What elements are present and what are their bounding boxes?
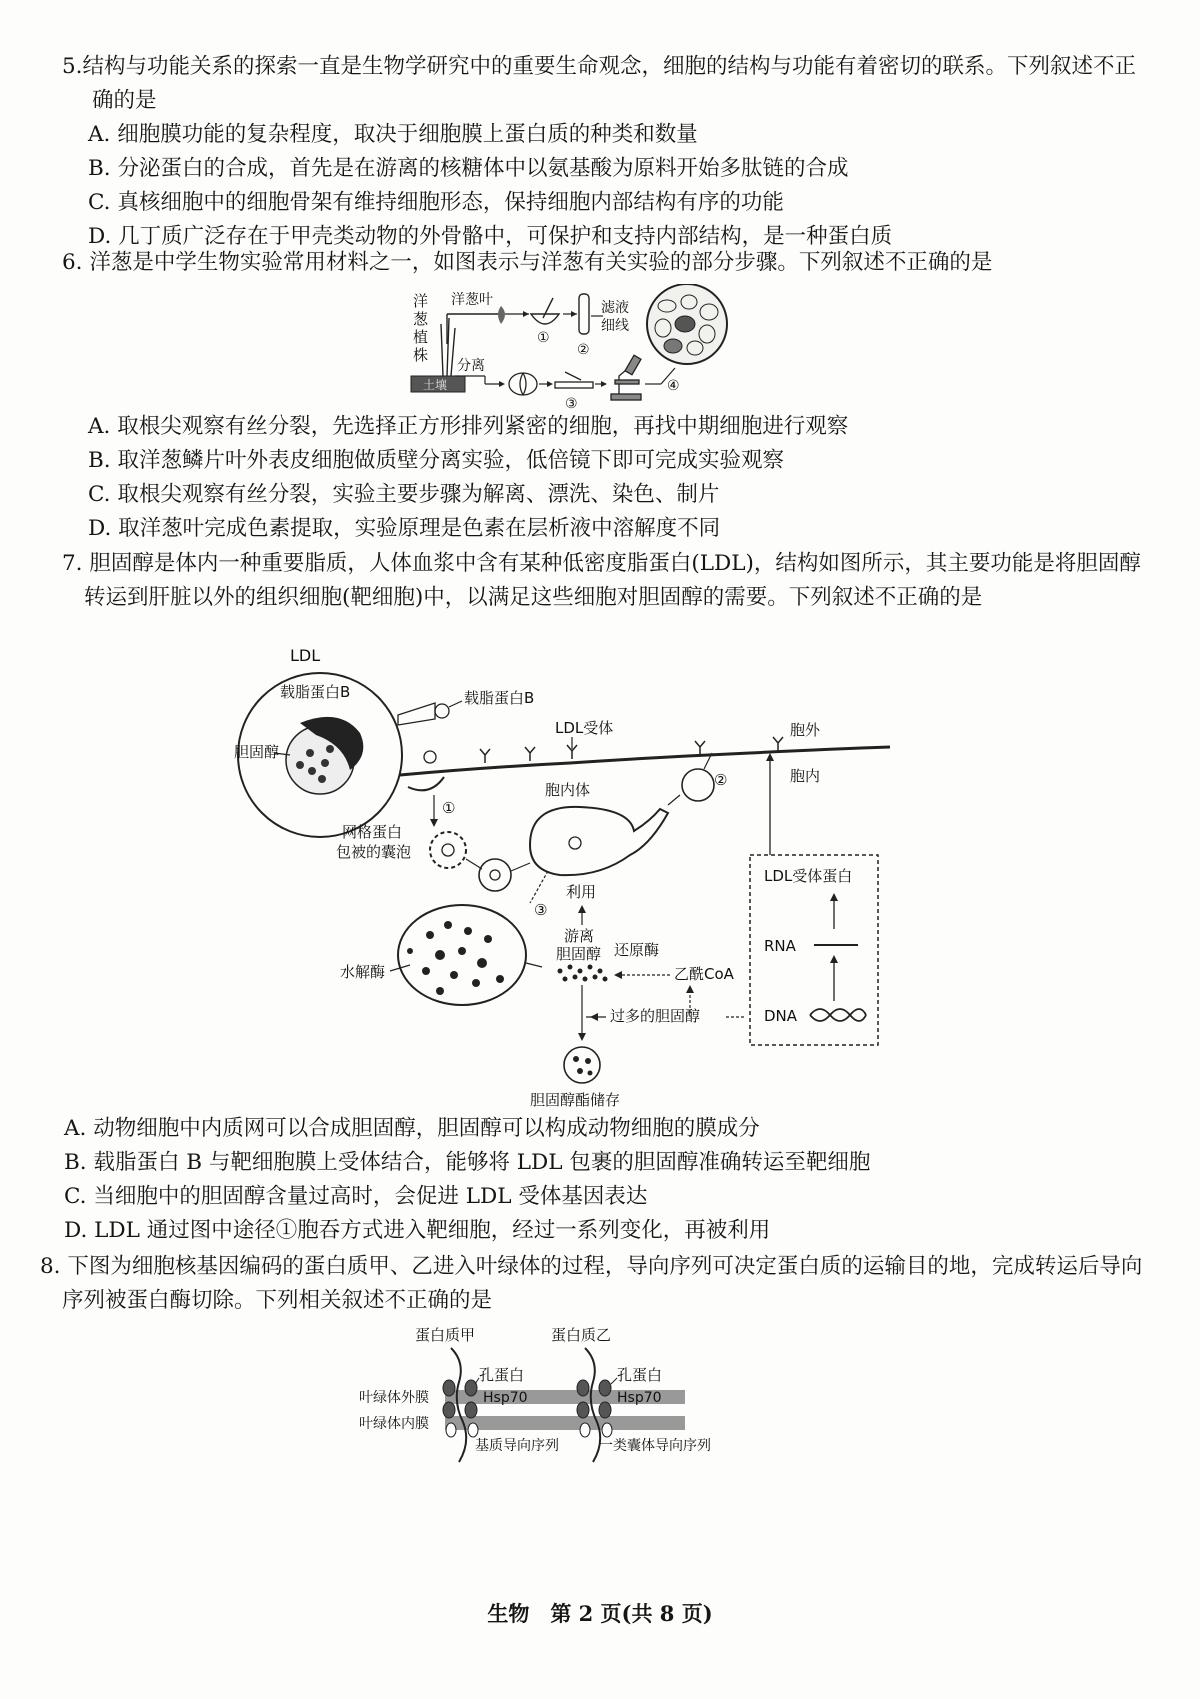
q6-option-c: C. 取根尖观察有丝分裂，实验主要步骤为解离、漂洗、染色、制片 xyxy=(88,482,720,507)
vesicle-icon xyxy=(479,859,511,891)
inner-membrane-label: 叶绿体内膜 xyxy=(359,1416,429,1432)
step-3-label: ③ xyxy=(565,396,578,412)
question-7-stem: 7. 胆固醇是体内一种重要脂质，人体血浆中含有某种低密度脂蛋白(LDL)，结构如图所示，其主要功能是将胆固醇转运到肝脏以外的组织细胞(靶细胞)中，以满足这些细胞对胆固醇的需要。下列叙述不正确的是 xyxy=(62,551,1141,610)
ldl-label: LDL xyxy=(290,646,321,665)
dna-helix-icon xyxy=(810,1009,866,1021)
use-label: 利用 xyxy=(566,883,597,901)
q6-option-d: D. 取洋葱叶完成色素提取，实验原理是色素在层析液中溶解度不同 xyxy=(88,516,721,541)
cholesterol-label: 胆固醇 xyxy=(234,743,280,761)
ldl-receptor-label: LDL受体 xyxy=(555,719,614,737)
hsp-label-a: Hsp70 xyxy=(483,1390,528,1406)
path-1-label: ① xyxy=(442,799,456,817)
hydrolase-label: 水解酶 xyxy=(340,963,386,981)
onion-leaf-icon xyxy=(498,306,505,324)
q5-option-a: A. 细胞膜功能的复杂程度，取决于细胞膜上蛋白质的种类和数量 xyxy=(88,122,698,147)
free-chol-label-1: 游离 xyxy=(564,927,595,945)
onion-bulb-icon xyxy=(509,373,537,395)
protein-b-label: 蛋白质乙 xyxy=(551,1326,612,1344)
thylakoid-seq-label: 一类囊体导向序列 xyxy=(599,1438,711,1454)
question-5-stem: 5.结构与功能关系的探索一直是生物学研究中的重要生命观念，细胞的结构与功能有着密切的联系。下列叙述不正确的是 xyxy=(62,54,1137,113)
step-2-label: ② xyxy=(577,342,590,358)
step-4-label: ④ xyxy=(667,378,680,394)
protein-a-label: 蛋白质甲 xyxy=(415,1326,476,1344)
acetyl-coa-label: 乙酰CoA xyxy=(674,965,734,983)
question-6-stem: 6. 洋葱是中学生物实验常用材料之一，如图表示与洋葱有关实验的部分步骤。下列叙述不正确的是 xyxy=(62,250,993,275)
ldl-pathway-figure xyxy=(230,645,930,1115)
plant-label-1: 洋 xyxy=(413,292,429,310)
page-footer: 生物 第 2 页(共 8 页) xyxy=(487,1601,713,1626)
chloroplast-import-figure xyxy=(355,1322,775,1472)
outer-membrane-label: 叶绿体外膜 xyxy=(359,1390,429,1406)
clathrin-vesicle-icon xyxy=(430,832,466,868)
endosome-shape xyxy=(530,807,668,875)
question-7 xyxy=(62,547,1147,615)
path-2-label: ② xyxy=(714,771,728,789)
storage-label: 胆固醇酯储存 xyxy=(530,1091,621,1109)
step-1-label: ① xyxy=(537,330,550,346)
path-3-label: ③ xyxy=(534,901,548,919)
free-cholesterol-dots xyxy=(558,965,608,982)
q5-option-d: D. 几丁质广泛存在于甲壳类动物的外骨骼中，可保护和支持内部结构，是一种蛋白质 xyxy=(88,224,893,249)
leaf-label: 洋葱叶 xyxy=(451,292,493,308)
q7-option-c: C. 当细胞中的胆固醇含量过高时，会促进 LDL 受体基因表达 xyxy=(64,1184,648,1209)
q7-option-d: D. LDL 通过图中途径①胞吞方式进入靶细胞，经过一系列变化，再被利用 xyxy=(64,1218,771,1243)
question-8-stem: 8. 下图为细胞核基因编码的蛋白质甲、乙进入叶绿体的过程，导向序列可决定蛋白质的运输目的地，完成转运后导向序列被蛋白酶切除。下列相关叙述不正确的是 xyxy=(40,1254,1143,1313)
onion-experiment-figure xyxy=(405,284,735,414)
q7-option-a: A. 动物细胞中内质网可以合成胆固醇，胆固醇可以构成动物细胞的膜成分 xyxy=(64,1116,760,1141)
slide-icon xyxy=(555,382,593,388)
separate-label: 分离 xyxy=(457,358,485,374)
soil-label: 土壤 xyxy=(423,378,448,392)
plant-label-2: 葱 xyxy=(413,310,429,328)
recycling-vesicle-icon xyxy=(682,769,714,801)
outside-label: 胞外 xyxy=(790,721,821,739)
rna-label: RNA xyxy=(764,937,796,955)
excess-label: 过多的胆固醇 xyxy=(610,1007,701,1025)
q7-option-b: B. 载脂蛋白 B 与靶细胞膜上受体结合，能够将 LDL 包裹的胆固醇准确转运至靶细胞 xyxy=(64,1150,871,1175)
clathrin-label-1: 网格蛋白 xyxy=(342,823,403,841)
clathrin-label-2: 包被的囊泡 xyxy=(336,843,412,861)
microscope-icon xyxy=(611,355,641,400)
q5-option-c: C. 真核细胞中的细胞骨架有维持细胞形态，保持细胞内部结构有序的功能 xyxy=(88,190,784,215)
pore-label-a: 孔蛋白 xyxy=(479,1366,525,1384)
inner-membrane xyxy=(445,1416,685,1430)
question-6 xyxy=(62,246,1147,280)
inside-label: 胞内 xyxy=(790,767,821,785)
test-tube-icon xyxy=(579,294,589,334)
q6-option-a: A. 取根尖观察有丝分裂，先选择正方形排列紧密的细胞，再找中期细胞进行观察 xyxy=(88,414,849,439)
hsp-label-b: Hsp70 xyxy=(617,1390,662,1406)
receptor-protein-label: LDL受体蛋白 xyxy=(764,867,853,885)
hydrolase-dots xyxy=(407,921,504,995)
pore-label-b: 孔蛋白 xyxy=(617,1366,663,1384)
q5-option-b: B. 分泌蛋白的合成，首先是在游离的核糖体中以氨基酸为原料开始多肽链的合成 xyxy=(88,156,849,181)
question-8 xyxy=(40,1250,1160,1318)
mortar-icon xyxy=(531,298,559,324)
question-5 xyxy=(62,50,1147,118)
filtrate-label-1: 滤液 xyxy=(601,300,629,316)
apob-label: 载脂蛋白B xyxy=(280,683,351,701)
small-ldl-icon xyxy=(435,704,449,718)
q6-option-b: B. 取洋葱鳞片叶外表皮细胞做质壁分离实验，低倍镜下即可完成实验观察 xyxy=(88,448,784,473)
matrix-seq-label: 基质导向序列 xyxy=(475,1438,559,1454)
filtrate-label-2: 细线 xyxy=(601,318,629,334)
free-chol-label-2: 胆固醇 xyxy=(556,945,602,963)
reductase-label: 还原酶 xyxy=(614,941,660,959)
apob-label-2: 载脂蛋白B xyxy=(464,689,535,707)
endosome-label: 胞内体 xyxy=(545,781,591,799)
dna-label: DNA xyxy=(764,1007,798,1025)
plant-label-3: 植 xyxy=(413,328,429,346)
storage-droplet-icon xyxy=(564,1047,600,1083)
plant-label-4: 株 xyxy=(413,346,429,364)
